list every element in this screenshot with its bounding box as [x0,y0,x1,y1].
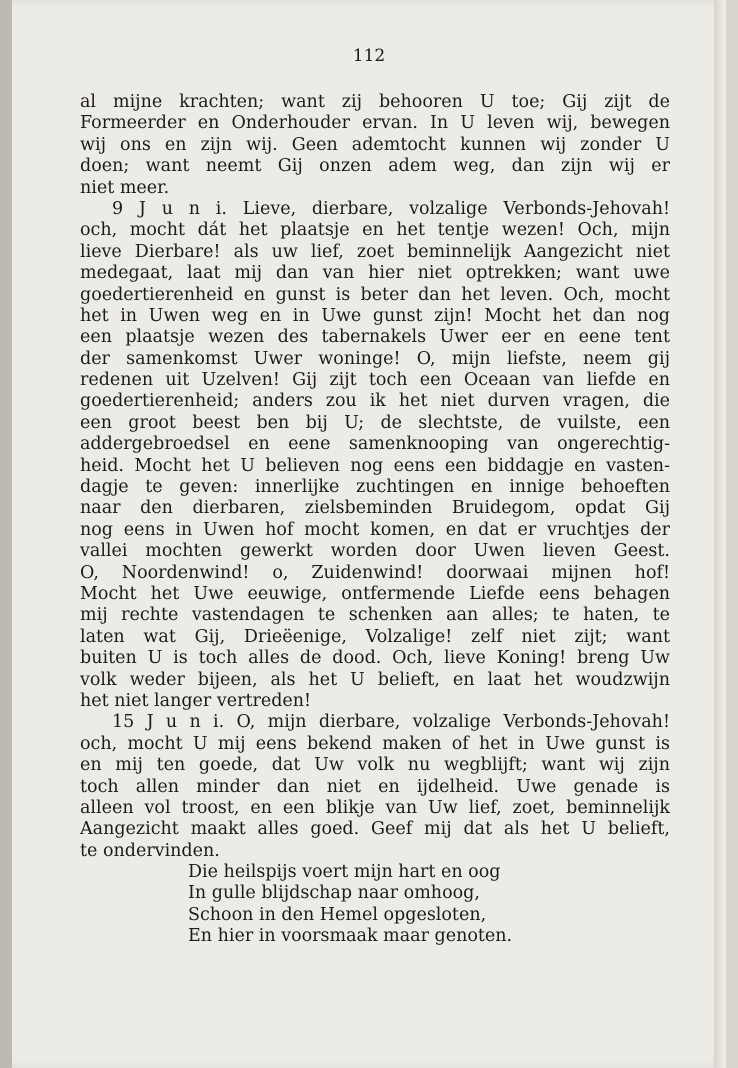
poem-line: In gulle blijdschap naar omhoog, [188,883,480,904]
text-line: Mocht het Uwe eeuwige, ontfermende Liefde eens behagen [80,583,670,604]
poem-line: Die heilspijs voert mijn hart en oog [188,862,501,882]
text-line: wij ons en zijn wij. Geen ademtocht kunnen wij zonder U [80,134,670,155]
text-line: volk weder bijeen, als het U belieft, en laat het woudzwijn [80,669,670,690]
text-line: het in Uwen weg en in Uwe gunst zijn! Mocht het dan nog [80,305,670,326]
text-line: een plaatsje wezen des tabernakels Uwer eer en eene tent [80,327,670,348]
text-line: Aangezicht maakt alles goed. Geef mij dat als het U belieft, [80,819,670,840]
text-line: O, Noordenwind! o, Zuidenwind! doorwaai mijnen hof! [80,562,670,583]
text-line: te ondervinden. [80,840,220,861]
text-line: mij rechte vastendagen te schenken aan alles; te haten, te [80,605,670,626]
text-line: toch allen minder dan niet en ijdelheid. Uwe genade is [80,776,670,797]
text-line: een groot beest ben bij U; de slechtste, de vuilste, een [80,412,670,433]
text-line: dagje te geven: innerlijke zuchtingen en innige behoeften [80,477,670,498]
text-line: naar den dierbaren, zielsbeminden Bruidegom, opdat Gij [80,498,670,519]
text-line: der samenkomst Uwer woninge! O, mijn liefste, neem gij [80,348,670,369]
text-line: en mij ten goede, dat Uw volk nu wegblijft; want wij zijn [80,755,670,776]
text-line: 9 J u n i. Lieve, dierbare, volzalige Verbonds-Jehovah! [112,198,670,219]
text-line: goedertierenheid en gunst is beter dan het leven. Och, mocht [80,284,670,305]
text-line: alleen vol troost, en een blikje van Uw lief, zoet, beminnelijk [80,797,670,818]
text-line: addergebroedsel en eene samenknooping van ongerechtig- [80,434,670,455]
page-number: 112 [352,46,386,66]
text-line: buiten U is toch alles de dood. Och, lieve Koning! breng Uw [80,648,670,669]
text-line: medegaat, laat mij dan van hier niet optrekken; want uwe [80,263,670,284]
text-line: doen; want neemt Gij onzen adem weg, dan zijn wij er [80,156,670,177]
text-line: laten wat Gij, Drieëenige, Volzalige! zelf niet zijt; want [80,626,670,647]
scan-left-margin [0,0,12,1068]
text-line: lieve Dierbare! als uw lief, zoet beminnelijk Aangezicht niet [80,241,670,262]
text-line: 15 J u n i. O, mijn dierbare, volzalige Verbonds-Jehovah! [112,712,670,733]
text-line: nog eens in Uwen hof mocht komen, en dat er vruchtjes der [80,519,670,540]
poem-line: En hier in voorsmaak maar genoten. [188,926,513,947]
text-line: het niet langer vertreden! [80,690,312,711]
poem-line: Schoon in den Hemel opgesloten, [188,904,487,925]
poem [188,862,512,948]
text-line: al mijne krachten; want zij behooren U toe; Gij zijt de [80,92,670,112]
text-line: vallei mochten gewerkt worden door Uwen lieven Geest. [80,541,670,562]
text-line: redenen uit Uzelven! Gij zijt toch een Oceaan van liefde en [80,370,670,391]
text-line: och, mocht U mij eens bekend maken of het in Uwe gunst is [80,733,670,754]
text-line: Formeerder en Onderhouder ervan. In U leven wij, bewegen [80,113,670,134]
text-line: och, mocht dát het plaatsje en het tentje wezen! Och, mijn [80,220,670,241]
page-edge [714,0,726,1068]
text-line: heid. Mocht het U believen nog eens een biddagje en vasten- [80,455,670,476]
text-line: goedertierenheid; anders zou ik het niet durven vragen, die [80,391,670,412]
text-line: niet meer. [80,177,170,198]
body-text [80,92,670,862]
